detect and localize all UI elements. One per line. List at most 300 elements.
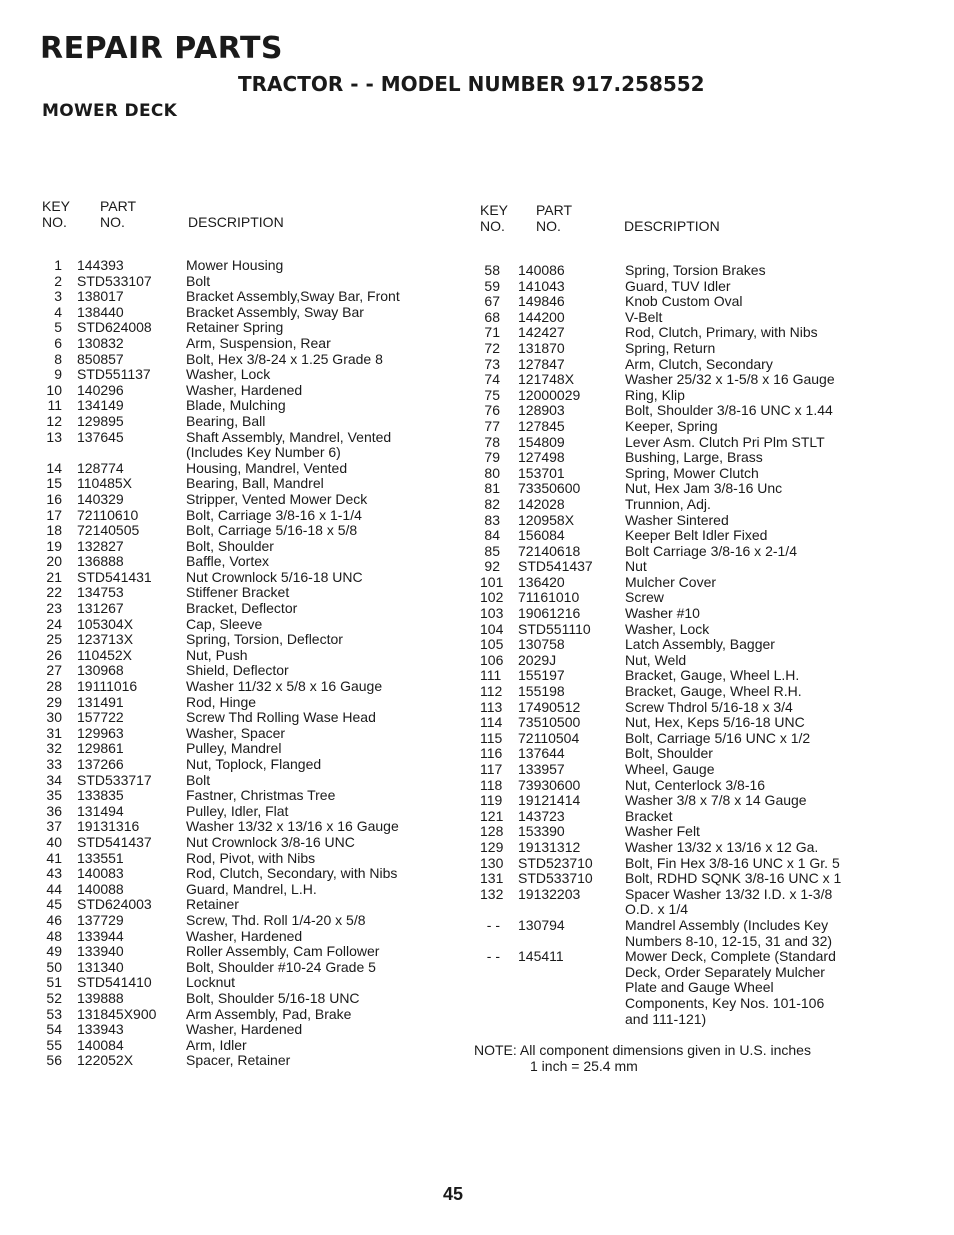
part-description: Bolt, Shoulder xyxy=(625,745,713,762)
part-description: Bolt, Shoulder 3/8-16 UNC x 1.44 xyxy=(625,402,833,419)
key-number: 76 xyxy=(484,402,500,419)
part-number: 128903 xyxy=(518,402,565,419)
part-description: Nut, Weld xyxy=(625,651,687,668)
part-description: Lever Asm. Clutch Pri Plm STLT xyxy=(625,433,825,450)
key-number: 101 xyxy=(480,573,504,590)
part-description: Arm Assembly, Pad, Brake xyxy=(186,1005,352,1022)
key-number: 22 xyxy=(46,584,62,601)
key-number: 36 xyxy=(46,802,62,819)
part-number: 73510500 xyxy=(518,714,581,731)
part-description: Knob Custom Oval xyxy=(625,293,743,310)
key-number: 15 xyxy=(46,475,62,492)
part-description: Bolt, RDHD SQNK 3/8-16 UNC x 1 xyxy=(625,870,842,887)
part-description: Bolt, Shoulder 5/16-18 UNC xyxy=(186,989,360,1006)
part-description: Washer Felt xyxy=(625,823,700,840)
key-number: 20 xyxy=(46,553,62,570)
part-description: Nut, Hex, Keps 5/16-18 UNC xyxy=(625,714,805,731)
key-number: 35 xyxy=(46,787,62,804)
key-number: 30 xyxy=(46,709,62,726)
part-number: 155197 xyxy=(518,667,565,684)
part-description: Arm, Idler xyxy=(186,1036,247,1053)
part-description: Bracket, Gauge, Wheel R.H. xyxy=(625,683,802,700)
part-number: 137645 xyxy=(77,428,124,445)
key-number: 131 xyxy=(480,870,504,887)
key-number: 105 xyxy=(480,636,504,653)
part-description: Washer 3/8 x 7/8 x 14 Gauge xyxy=(625,792,807,809)
part-number: 141043 xyxy=(518,277,565,294)
part-number: 130968 xyxy=(77,662,124,679)
part-number: 131494 xyxy=(77,802,124,819)
part-description: Bolt, Shoulder #10-24 Grade 5 xyxy=(186,958,376,975)
key-header-bottom: NO. xyxy=(42,214,67,230)
part-number: 73350600 xyxy=(518,480,581,497)
part-description: Bolt, Shoulder xyxy=(186,537,274,554)
part-description: Washer, Lock xyxy=(186,366,271,383)
key-number: 29 xyxy=(46,693,62,710)
part-number: 17490512 xyxy=(518,698,581,715)
key-number: 78 xyxy=(484,433,500,450)
part-number: 131845X900 xyxy=(77,1005,157,1022)
part-description: Spring, Return xyxy=(625,339,716,356)
key-number: 67 xyxy=(484,293,500,310)
part-description: Spring, Torsion Brakes xyxy=(625,262,766,278)
part-description: Bolt Carriage 3/8-16 x 2-1/4 xyxy=(625,542,797,559)
part-description: Deck, Order Separately Mulcher xyxy=(625,963,825,980)
part-description: Screw Thdrol 5/16-18 x 3/4 xyxy=(625,698,793,715)
part-number: STD624003 xyxy=(77,896,152,913)
part-number: STD551110 xyxy=(518,620,591,637)
part-number: STD541437 xyxy=(77,833,152,850)
part-description: Spacer Washer 13/32 I.D. x 1-3/8 xyxy=(625,885,833,902)
key-number: 9 xyxy=(54,366,62,383)
key-number: 14 xyxy=(46,459,62,476)
key-number: 111 xyxy=(480,667,502,684)
part-description: Guard, TUV Idler xyxy=(625,277,731,294)
key-number: 31 xyxy=(46,724,62,741)
key-number: 41 xyxy=(46,849,62,866)
part-number: 156084 xyxy=(518,527,565,544)
key-number: 25 xyxy=(46,631,62,648)
key-header-bottom: NO. xyxy=(480,218,505,234)
part-description: Bracket Assembly,Sway Bar, Front xyxy=(186,288,400,305)
key-number: 128 xyxy=(480,823,504,840)
key-number: 24 xyxy=(46,615,62,632)
part-number: 19061216 xyxy=(518,605,581,622)
part-number: 130794 xyxy=(518,916,565,933)
key-number: 44 xyxy=(46,880,62,897)
part-description: Bolt, Carriage 3/8-16 x 1-1/4 xyxy=(186,506,362,523)
part-description: Guard, Mandrel, L.H. xyxy=(186,880,317,897)
key-number: 114 xyxy=(480,714,503,731)
part-description: Nut, Hex Jam 3/8-16 Unc xyxy=(625,480,783,497)
part-description: Washer 11/32 x 5/8 x 16 Gauge xyxy=(186,678,383,695)
key-number: 121 xyxy=(480,807,504,824)
key-number: 49 xyxy=(46,943,62,960)
key-number: 26 xyxy=(46,646,62,663)
part-description: Washer, Hardened xyxy=(186,1021,303,1038)
key-number: 84 xyxy=(484,527,500,544)
part-number: 134149 xyxy=(77,397,124,414)
key-number: 82 xyxy=(484,495,500,512)
key-number: 16 xyxy=(46,490,62,507)
part-number: 140088 xyxy=(77,880,124,897)
part-number: 140083 xyxy=(77,865,124,882)
part-description: Washer, Lock xyxy=(625,620,710,637)
part-description: Stripper, Vented Mower Deck xyxy=(186,490,368,507)
part-description: Washer, Spacer xyxy=(186,724,286,741)
key-number: 103 xyxy=(480,605,504,622)
part-number: 19132203 xyxy=(518,885,581,902)
part-description: Washer 13/32 x 13/16 x 12 Ga. xyxy=(625,838,819,855)
key-number: 92 xyxy=(484,558,500,575)
part-number: 131340 xyxy=(77,958,124,975)
part-number: 110452X xyxy=(77,646,133,663)
key-number: 115 xyxy=(480,729,503,746)
part-description: Wheel, Gauge xyxy=(625,761,715,777)
part-number: 153701 xyxy=(518,464,565,481)
part-description: Bolt, Carriage 5/16 UNC x 1/2 xyxy=(625,729,811,746)
part-description: Rod, Clutch, Primary, with Nibs xyxy=(625,324,818,341)
part-number: 137729 xyxy=(77,911,124,928)
key-number: 32 xyxy=(46,740,62,757)
key-number: - - xyxy=(486,916,500,933)
part-number: 2029J xyxy=(518,651,557,668)
part-description: Latch Assembly, Bagger xyxy=(625,636,775,653)
key-number: 102 xyxy=(480,589,504,606)
part-number: 133835 xyxy=(77,787,124,804)
part-description: Bracket Assembly, Sway Bar xyxy=(186,303,364,320)
part-description: Roller Assembly, Cam Follower xyxy=(186,943,380,960)
part-description: Blade, Mulching xyxy=(186,397,286,414)
key-number: 58 xyxy=(484,262,500,278)
part-description: Baffle, Vortex xyxy=(186,553,270,570)
part-number: 72140618 xyxy=(518,542,581,559)
key-number: 4 xyxy=(54,303,62,320)
part-description: Rod, Hinge xyxy=(186,693,257,710)
key-number: 27 xyxy=(46,662,62,679)
key-number: 18 xyxy=(46,522,62,539)
part-number: 850857 xyxy=(77,350,124,367)
part-header-top: PART xyxy=(536,202,573,218)
key-number: 74 xyxy=(484,371,500,388)
part-description: Retainer xyxy=(186,896,239,913)
part-number: 19111016 xyxy=(77,678,138,695)
part-number: 129895 xyxy=(77,412,124,429)
part-number: 19121414 xyxy=(518,792,581,809)
key-number: 13 xyxy=(46,428,62,445)
part-number: 157722 xyxy=(77,709,124,726)
key-number: - - xyxy=(486,948,500,965)
part-number: 144200 xyxy=(518,308,565,325)
part-description: Bearing, Ball, Mandrel xyxy=(186,475,324,492)
key-number: 112 xyxy=(480,683,503,700)
part-number: 121748X xyxy=(518,371,575,388)
part-number: 19131312 xyxy=(518,838,581,855)
key-number: 116 xyxy=(480,745,503,762)
part-description: Ring, Klip xyxy=(625,386,685,403)
model-subtitle: TRACTOR - - MODEL NUMBER 917.258552 xyxy=(238,72,705,96)
part-description: Retainer Spring xyxy=(186,319,284,336)
key-number: 5 xyxy=(54,319,62,336)
part-number: STD533710 xyxy=(518,870,593,887)
key-number: 119 xyxy=(480,792,503,809)
part-description: Pulley, Mandrel xyxy=(186,740,282,757)
part-number: 133551 xyxy=(77,849,124,866)
key-number: 45 xyxy=(46,896,62,913)
part-number: STD541431 xyxy=(77,568,152,585)
key-number: 51 xyxy=(46,974,62,991)
part-number: 19131316 xyxy=(77,818,140,835)
part-description: Washer Sintered xyxy=(625,511,729,528)
key-number: 83 xyxy=(484,511,500,528)
part-number: 144393 xyxy=(77,257,124,273)
part-description: Screw, Thd. Roll 1/4-20 x 5/8 xyxy=(186,911,366,928)
part-number: 140296 xyxy=(77,381,124,398)
key-number: 8 xyxy=(54,350,62,367)
part-description: Bracket, Deflector xyxy=(186,600,298,617)
part-number: 72110504 xyxy=(518,729,580,746)
key-number: 77 xyxy=(484,417,500,434)
part-number: 138017 xyxy=(77,288,124,305)
part-number: 131870 xyxy=(518,339,565,356)
part-number: 130758 xyxy=(518,636,565,653)
part-header-bottom: NO. xyxy=(100,214,125,230)
part-description: Bolt xyxy=(186,272,211,289)
key-number: 48 xyxy=(46,927,62,944)
part-number: STD541410 xyxy=(77,974,152,991)
part-description: Mower Housing xyxy=(186,257,284,273)
part-number: 127498 xyxy=(518,449,565,466)
part-number: STD533107 xyxy=(77,272,152,289)
part-number: 137266 xyxy=(77,756,124,772)
key-number: 3 xyxy=(54,288,62,305)
part-number: 133940 xyxy=(77,943,124,960)
key-number: 23 xyxy=(46,600,62,617)
part-number: 73930600 xyxy=(518,776,581,793)
part-description: Nut Crownlock 5/16-18 UNC xyxy=(186,568,363,585)
key-header-top: KEY xyxy=(480,202,509,218)
part-description: Plate and Gauge Wheel xyxy=(625,979,774,996)
part-number: 134753 xyxy=(77,584,124,601)
key-number: 118 xyxy=(480,776,503,793)
page-number: 45 xyxy=(443,1184,464,1204)
page-title: REPAIR PARTS xyxy=(40,31,284,66)
key-number: 72 xyxy=(484,339,500,356)
key-number: 52 xyxy=(46,989,62,1006)
key-number: 129 xyxy=(480,838,504,855)
part-number: 136420 xyxy=(518,573,565,590)
part-number: 12000029 xyxy=(518,386,581,403)
part-description: and 111-121) xyxy=(625,1010,707,1027)
key-number: 104 xyxy=(480,620,504,637)
key-number: 71 xyxy=(484,324,500,341)
key-number: 40 xyxy=(46,833,62,850)
part-description: Keeper Belt Idler Fixed xyxy=(625,527,768,544)
part-header-bottom: NO. xyxy=(536,218,561,234)
part-number: 110485X xyxy=(77,475,133,492)
key-number: 17 xyxy=(46,506,62,523)
part-description: Shield, Deflector xyxy=(186,662,289,679)
part-description: Washer, Hardened xyxy=(186,927,303,944)
part-number: 72110610 xyxy=(77,506,139,523)
key-number: 73 xyxy=(484,355,500,372)
part-description: Fastner, Christmas Tree xyxy=(186,787,336,804)
part-number: 145411 xyxy=(518,948,564,965)
key-number: 54 xyxy=(46,1021,62,1038)
key-header-top: KEY xyxy=(42,198,71,214)
part-description: Washer #10 xyxy=(625,605,700,622)
description-header: DESCRIPTION xyxy=(624,218,720,234)
part-number: 133957 xyxy=(518,761,565,777)
part-description: V-Belt xyxy=(625,308,663,325)
part-number: STD541437 xyxy=(518,558,593,575)
key-number: 85 xyxy=(484,542,500,559)
key-number: 113 xyxy=(480,698,503,715)
part-description: Nut, Centerlock 3/8-16 xyxy=(625,776,766,793)
key-number: 81 xyxy=(484,480,500,497)
part-number: 133944 xyxy=(77,927,124,944)
part-number: 133943 xyxy=(77,1021,124,1038)
part-number: 140086 xyxy=(518,262,565,278)
part-number: 138440 xyxy=(77,303,124,320)
part-header-top: PART xyxy=(100,198,137,214)
part-number: 140329 xyxy=(77,490,124,507)
part-description: Bracket, Gauge, Wheel L.H. xyxy=(625,667,800,684)
part-number: 129963 xyxy=(77,724,124,741)
part-number: 122052X xyxy=(77,1052,134,1069)
part-number: 123713X xyxy=(77,631,134,648)
key-number: 12 xyxy=(46,412,62,429)
part-description: Spacer, Retainer xyxy=(186,1052,291,1069)
key-number: 46 xyxy=(46,911,62,928)
part-number: 139888 xyxy=(77,989,124,1006)
key-number: 28 xyxy=(46,678,62,695)
key-number: 117 xyxy=(480,761,503,777)
part-description: O.D. x 1/4 xyxy=(625,901,689,918)
key-number: 59 xyxy=(484,277,500,294)
part-description: Rod, Clutch, Secondary, with Nibs xyxy=(186,865,398,882)
part-description: Cap, Sleeve xyxy=(186,615,263,632)
part-description: Mulcher Cover xyxy=(625,573,717,590)
key-number: 50 xyxy=(46,958,62,975)
note-line-2: 1 inch = 25.4 mm xyxy=(530,1057,638,1074)
part-description: Components, Key Nos. 101-106 xyxy=(625,994,825,1011)
part-number: 137644 xyxy=(518,745,565,762)
note-label: NOTE: xyxy=(474,1042,517,1058)
part-description: Bracket xyxy=(625,807,673,824)
part-number: STD533717 xyxy=(77,771,152,788)
part-description: Bearing, Ball xyxy=(186,412,266,429)
key-number: 21 xyxy=(46,568,62,585)
part-description: Spring, Mower Clutch xyxy=(625,464,759,481)
key-number: 6 xyxy=(54,334,62,351)
key-number: 33 xyxy=(46,756,62,772)
part-description: Screw xyxy=(625,589,664,606)
part-description: Spring, Torsion, Deflector xyxy=(186,631,343,648)
key-number: 34 xyxy=(46,771,62,788)
part-number: 128774 xyxy=(77,459,124,476)
part-description: Washer, Hardened xyxy=(186,381,303,398)
section-title: MOWER DECK xyxy=(42,101,178,121)
part-description: Bolt, Fin Hex 3/8-16 UNC x 1 Gr. 5 xyxy=(625,854,840,871)
part-description: Arm, Clutch, Secondary xyxy=(625,355,773,372)
part-number: 71161010 xyxy=(518,589,580,606)
part-number: 142427 xyxy=(518,324,565,341)
key-number: 130 xyxy=(480,854,504,871)
key-number: 56 xyxy=(46,1052,62,1069)
part-description: Bushing, Large, Brass xyxy=(625,449,763,466)
part-description: Washer 25/32 x 1-5/8 x 16 Gauge xyxy=(625,371,835,388)
key-number: 80 xyxy=(484,464,500,481)
part-description: Locknut xyxy=(186,974,236,991)
part-number: 130832 xyxy=(77,334,124,351)
part-number: 154809 xyxy=(518,433,565,450)
part-description: Mower Deck, Complete (Standard xyxy=(625,948,836,965)
part-description: Bolt, Carriage 5/16-18 x 5/8 xyxy=(186,522,358,539)
part-number: 143723 xyxy=(518,807,565,824)
part-description: Screw Thd Rolling Wase Head xyxy=(186,709,376,726)
part-number: 131491 xyxy=(77,693,124,710)
key-number: 1 xyxy=(54,257,62,273)
key-number: 68 xyxy=(484,308,500,325)
part-number: 72140505 xyxy=(77,522,140,539)
part-number: 149846 xyxy=(518,293,565,310)
part-description: Rod, Pivot, with Nibs xyxy=(186,849,316,866)
part-description: Trunnion, Adj. xyxy=(625,495,711,512)
part-number: 127845 xyxy=(518,417,565,434)
part-description: Nut xyxy=(625,558,647,575)
key-number: 37 xyxy=(46,818,62,835)
part-number: 155198 xyxy=(518,683,565,700)
key-number: 2 xyxy=(54,272,62,289)
part-description: Bolt xyxy=(186,771,211,788)
part-description: (Includes Key Number 6) xyxy=(186,444,341,461)
part-number: STD624008 xyxy=(77,319,152,336)
part-description: Mandrel Assembly (Includes Key xyxy=(625,916,829,933)
description-header: DESCRIPTION xyxy=(188,214,284,230)
part-number: STD523710 xyxy=(518,854,593,871)
part-description: Shaft Assembly, Mandrel, Vented xyxy=(186,428,392,445)
part-number: STD551137 xyxy=(77,366,151,383)
part-number: 132827 xyxy=(77,537,124,554)
part-description: Nut Crownlock 3/8-16 UNC xyxy=(186,833,355,850)
part-number: 140084 xyxy=(77,1036,124,1053)
key-number: 75 xyxy=(484,386,500,403)
part-number: 136888 xyxy=(77,553,124,570)
part-description: Nut, Push xyxy=(186,646,248,663)
part-description: Arm, Suspension, Rear xyxy=(186,334,331,351)
part-description: Housing, Mandrel, Vented xyxy=(186,459,348,476)
key-number: 79 xyxy=(484,449,500,466)
part-description: Pulley, Idler, Flat xyxy=(186,802,289,819)
key-number: 19 xyxy=(46,537,62,554)
key-number: 53 xyxy=(46,1005,62,1022)
key-number: 132 xyxy=(480,885,504,902)
key-number: 106 xyxy=(480,651,504,668)
dimension-note xyxy=(474,1043,811,1074)
part-description: Washer 13/32 x 13/16 x 16 Gauge xyxy=(186,818,399,835)
key-number: 10 xyxy=(46,381,62,398)
part-number: 131267 xyxy=(77,600,124,617)
part-number: 129861 xyxy=(77,740,124,757)
note-line-1: All component dimensions given in U.S. inches xyxy=(519,1042,811,1058)
key-number: 43 xyxy=(46,865,62,882)
part-number: 127847 xyxy=(518,355,565,372)
key-number: 55 xyxy=(46,1036,62,1053)
part-description: Nut, Toplock, Flanged xyxy=(186,756,322,772)
key-number: 11 xyxy=(47,397,62,414)
part-description: Numbers 8-10, 12-15, 31 and 32) xyxy=(625,932,833,949)
